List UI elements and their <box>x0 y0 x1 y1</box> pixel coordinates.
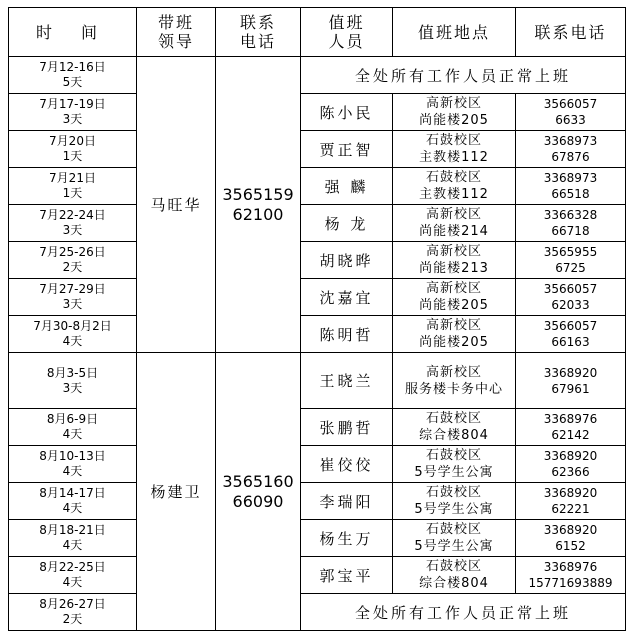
contact-phone-cell: 3565955 6725 <box>516 242 626 279</box>
date-cell: 7月17-19日 3天 <box>9 94 137 131</box>
date-cell: 7月12-16日 5天 <box>9 57 137 94</box>
location-cell: 高新校区 服务楼卡务中心 <box>393 353 516 409</box>
date-cell: 8月14-17日 4天 <box>9 483 137 520</box>
location-cell: 高新校区 尚能楼205 <box>393 94 516 131</box>
date-cell: 7月20日 1天 <box>9 131 137 168</box>
duty-person-cell: 胡晓晔 <box>301 242 393 279</box>
contact-phone-cell: 3368976 15771693889 <box>516 557 626 594</box>
header-location: 值班地点 <box>393 8 516 57</box>
duty-person-cell: 沈嘉宜 <box>301 279 393 316</box>
duty-person-cell: 郭宝平 <box>301 557 393 594</box>
duty-person-cell: 陈小民 <box>301 94 393 131</box>
duty-person-cell: 李瑞阳 <box>301 483 393 520</box>
table-row <box>9 520 626 557</box>
duty-person-cell: 强 麟 <box>301 168 393 205</box>
header-duty-person: 值班 人员 <box>301 8 393 57</box>
leader-phone-cell: 3565159 62100 <box>216 57 301 353</box>
all-staff-note: 全处所有工作人员正常上班 <box>301 57 626 94</box>
location-cell: 石鼓校区 5号学生公寓 <box>393 446 516 483</box>
date-cell: 8月22-25日 4天 <box>9 557 137 594</box>
location-cell: 石鼓校区 综合楼804 <box>393 557 516 594</box>
table-row <box>9 57 626 94</box>
location-cell: 石鼓校区 5号学生公寓 <box>393 483 516 520</box>
table-row <box>9 483 626 520</box>
date-cell: 8月10-13日 4天 <box>9 446 137 483</box>
duty-person-cell: 崔佼佼 <box>301 446 393 483</box>
table-row <box>9 242 626 279</box>
leader-phone-cell: 3565160 66090 <box>216 353 301 631</box>
table-row <box>9 446 626 483</box>
location-cell: 高新校区 尚能楼205 <box>393 316 516 353</box>
table-row <box>9 131 626 168</box>
contact-phone-cell: 3368920 62221 <box>516 483 626 520</box>
date-cell: 7月25-26日 2天 <box>9 242 137 279</box>
contact-phone-cell: 3368973 67876 <box>516 131 626 168</box>
header-contact-phone: 联系电话 <box>516 8 626 57</box>
contact-phone-cell: 3368920 67961 <box>516 353 626 409</box>
date-cell: 8月6-9日 4天 <box>9 409 137 446</box>
header-leader: 带班 领导 <box>137 8 216 57</box>
all-staff-note: 全处所有工作人员正常上班 <box>301 594 626 631</box>
table-row <box>9 168 626 205</box>
table-row <box>9 594 626 631</box>
duty-person-cell: 张鹏哲 <box>301 409 393 446</box>
table-row <box>9 94 626 131</box>
contact-phone-cell: 3368920 62366 <box>516 446 626 483</box>
location-cell: 石鼓校区 主教楼112 <box>393 131 516 168</box>
date-cell: 8月18-21日 4天 <box>9 520 137 557</box>
table-row <box>9 353 626 409</box>
duty-person-cell: 杨生万 <box>301 520 393 557</box>
location-cell: 石鼓校区 主教楼112 <box>393 168 516 205</box>
table-row <box>9 409 626 446</box>
contact-phone-cell: 3566057 66163 <box>516 316 626 353</box>
date-cell: 8月3-5日 3天 <box>9 353 137 409</box>
date-cell: 7月21日 1天 <box>9 168 137 205</box>
location-cell: 高新校区 尚能楼213 <box>393 242 516 279</box>
date-cell: 7月22-24日 3天 <box>9 205 137 242</box>
header-leader-phone: 联系 电话 <box>216 8 301 57</box>
contact-phone-cell: 3566057 6633 <box>516 94 626 131</box>
duty-schedule-table <box>8 7 626 631</box>
contact-phone-cell: 3566057 62033 <box>516 279 626 316</box>
location-cell: 高新校区 尚能楼214 <box>393 205 516 242</box>
contact-phone-cell: 3368973 66518 <box>516 168 626 205</box>
date-cell: 8月26-27日 2天 <box>9 594 137 631</box>
table-row <box>9 205 626 242</box>
header-time: 时 间 <box>9 8 137 57</box>
leader-cell: 马旺华 <box>137 57 216 353</box>
date-cell: 7月27-29日 3天 <box>9 279 137 316</box>
duty-person-cell: 王晓兰 <box>301 353 393 409</box>
leader-cell: 杨建卫 <box>137 353 216 631</box>
location-cell: 高新校区 尚能楼205 <box>393 279 516 316</box>
table-row <box>9 316 626 353</box>
header-row <box>9 8 626 57</box>
duty-person-cell: 贾正智 <box>301 131 393 168</box>
date-cell: 7月30-8月2日 4天 <box>9 316 137 353</box>
location-cell: 石鼓校区 综合楼804 <box>393 409 516 446</box>
duty-person-cell: 陈明哲 <box>301 316 393 353</box>
contact-phone-cell: 3368920 6152 <box>516 520 626 557</box>
contact-phone-cell: 3366328 66718 <box>516 205 626 242</box>
table-row <box>9 557 626 594</box>
table-row <box>9 279 626 316</box>
duty-person-cell: 杨 龙 <box>301 205 393 242</box>
location-cell: 石鼓校区 5号学生公寓 <box>393 520 516 557</box>
contact-phone-cell: 3368976 62142 <box>516 409 626 446</box>
